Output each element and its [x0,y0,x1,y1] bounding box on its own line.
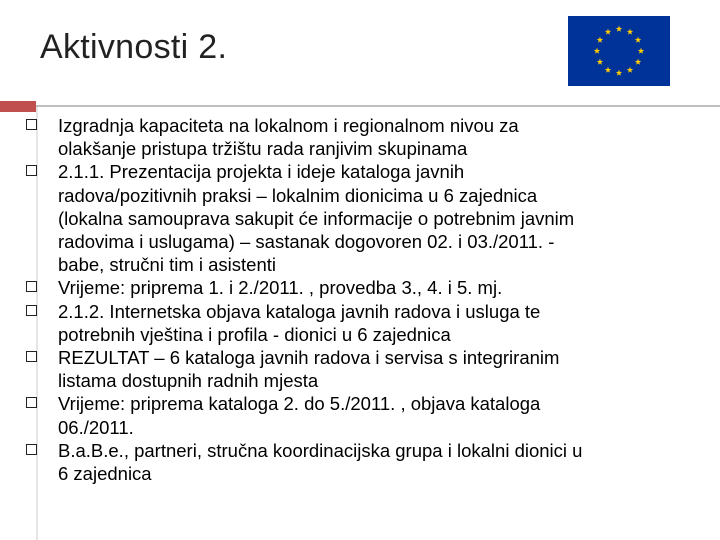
bullet-text: REZULTAT – 6 kataloga javnih radova i servisa s integriranim listama dostupnih radnih mjesta [58,347,560,392]
list-item [26,346,696,392]
square-bullet-icon [26,119,37,130]
list-item [26,300,696,346]
square-bullet-icon [26,281,37,292]
bullet-text: B.a.B.e., partneri, stručna koordinacijska grupa i lokalni dionici u 6 zajednica [58,439,583,485]
eu-flag-icon [568,16,670,86]
list-item [26,114,696,160]
list-item [26,160,696,276]
list-item [26,392,696,438]
title-accent-bar [0,101,36,112]
square-bullet-icon [26,305,37,316]
list-item [26,439,696,485]
bullet-list [26,114,696,485]
bullet-text: Vrijeme: priprema kataloga 2. do 5./2011. , objava kataloga 06./2011. [58,393,541,438]
bullet-text: Izgradnja kapaciteta na lokalnom i regionalnom nivou za olakšanje pristupa tržištu rada ranjivim skupinama [58,115,519,160]
bullet-list-container [26,114,696,485]
square-bullet-icon [26,351,37,362]
square-bullet-icon [26,165,37,176]
list-item [26,276,696,299]
square-bullet-icon [26,397,37,408]
bullet-text: 2.1.1. Prezentacija projekta i ideje kataloga javnih radova/pozitivnih praksi – lokalnim dionicima u 6 zajednica (lokalna samouprava sakupit će informacije o potrebnim javnim radovima i uslugama) – sastanak dogovoren 02. i 03./2011. - babe, stručni tim i asistenti [58,161,575,276]
title-divider [36,105,720,107]
bullet-text: 2.1.2. Internetska objava kataloga javnih radova i usluga te potrebnih vještina i profila - dionici u 6 zajednica [58,300,541,345]
square-bullet-icon [26,444,37,455]
bullet-text: Vrijeme: priprema 1. i 2./2011. , provedba 3., 4. i 5. mj. [58,277,503,299]
slide-title: Aktivnosti 2. [40,28,228,66]
